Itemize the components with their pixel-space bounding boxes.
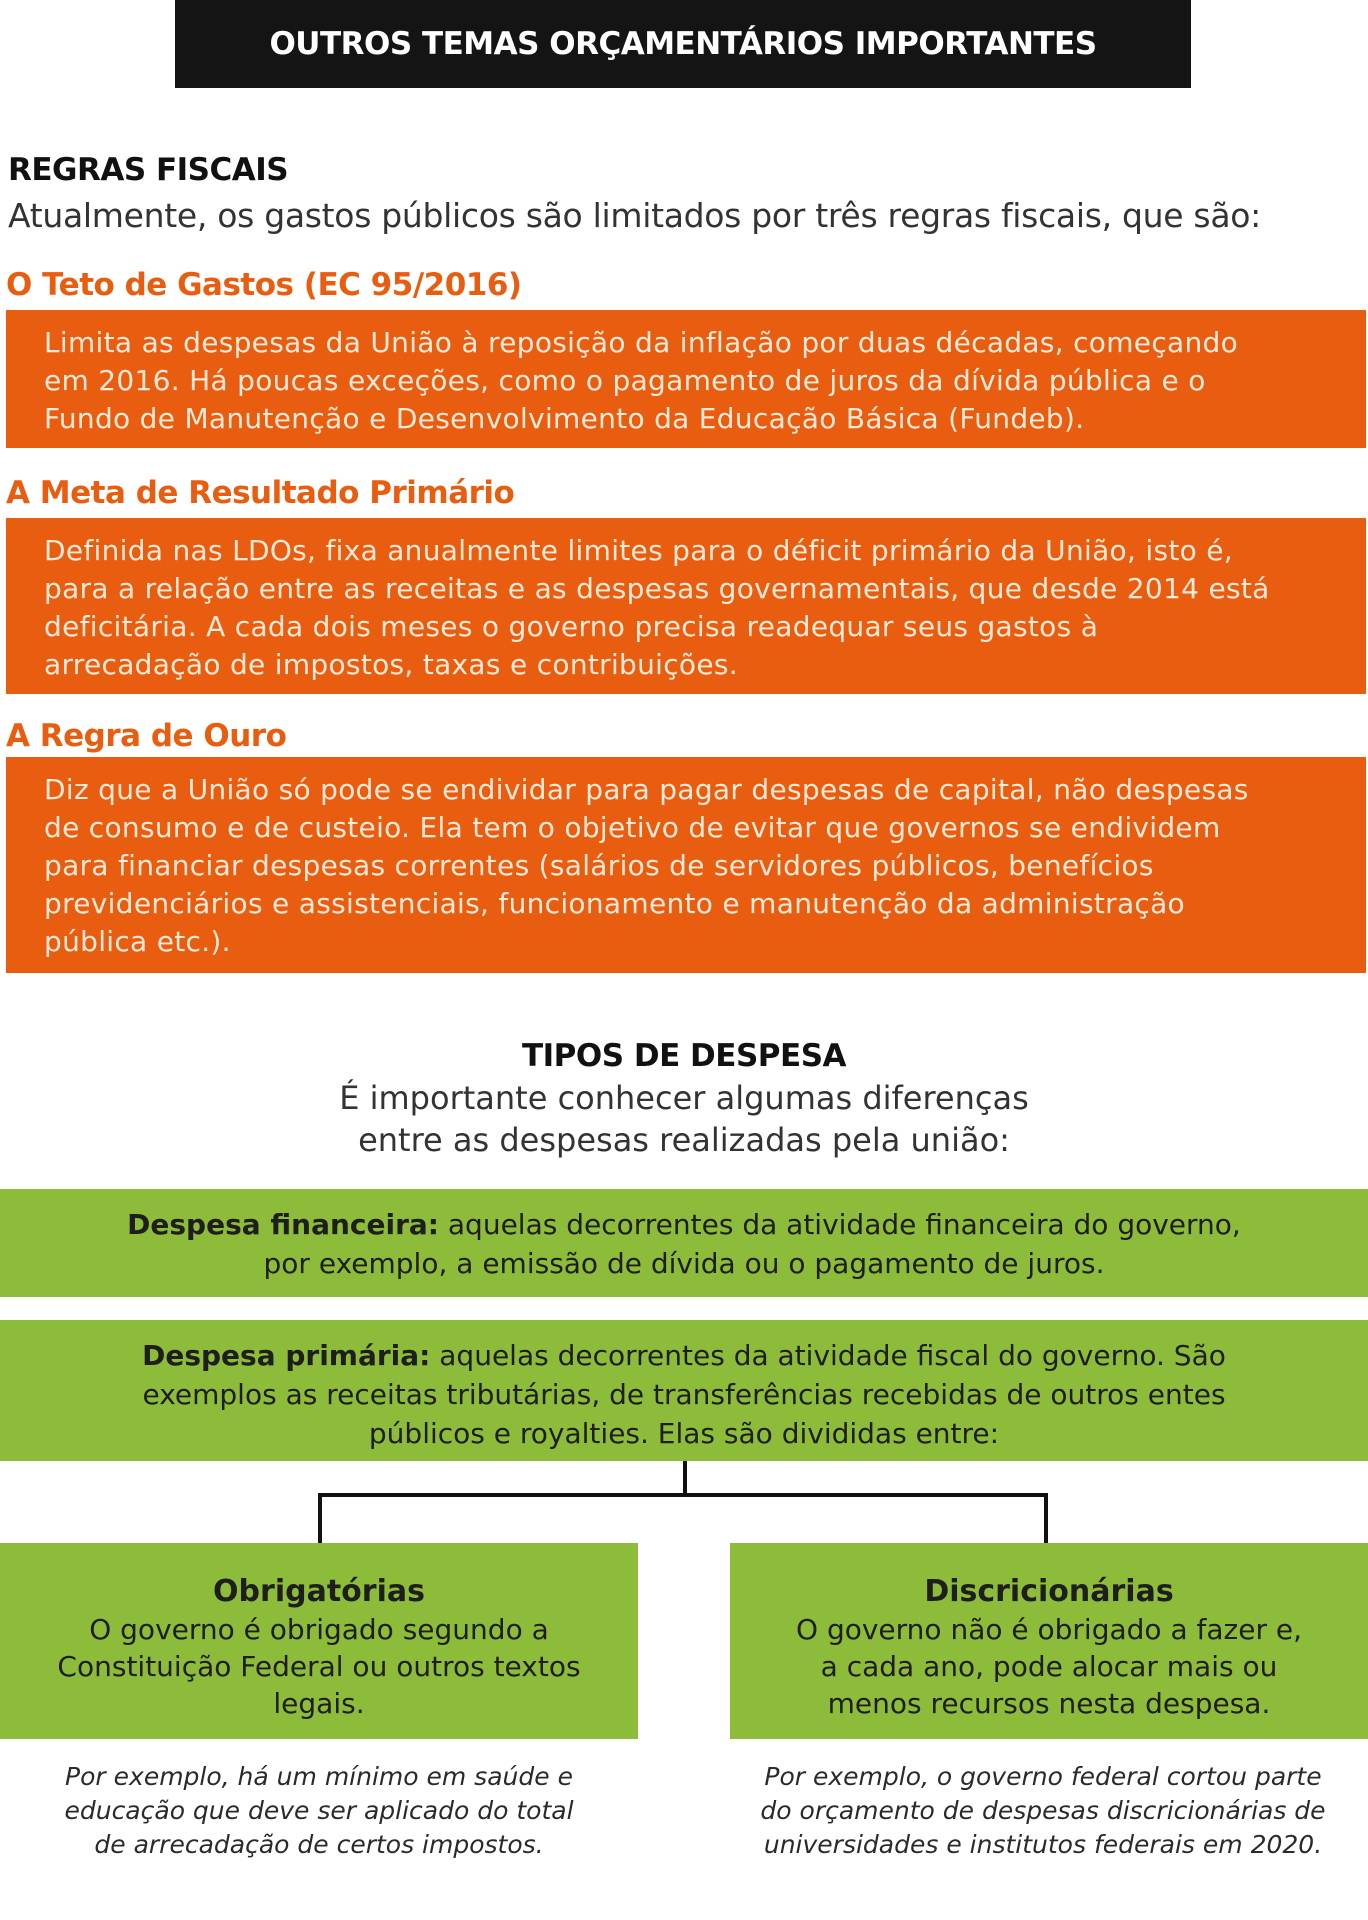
financial-expense-label: Despesa financeira:: [127, 1208, 439, 1241]
tree-connector-stem: [683, 1461, 687, 1495]
fiscal-rules-intro: Atualmente, os gastos públicos são limitados por três regras fiscais, que são:: [8, 196, 1261, 235]
rule-box-primary-target: [6, 518, 1366, 694]
rule-line: para financiar despesas correntes (salários de servidores públicos, benefícios: [44, 849, 1154, 882]
rule-line: de consumo e de custeio. Ela tem o objetivo de evitar que governos se endividem: [44, 811, 1221, 844]
rule-line: para a relação entre as receitas e as despesas governamentais, que desde 2014 está: [44, 572, 1270, 605]
tree-connector-left: [318, 1493, 322, 1543]
rule-title-primary-target: A Meta de Resultado Primário: [6, 475, 515, 511]
expense-types-intro-1: É importante conhecer algumas diferenças: [339, 1079, 1029, 1117]
primary-expense-text: aquelas decorrentes da atividade fiscal do governo. São: [430, 1339, 1226, 1372]
mandatory-example: Por exemplo, há um mínimo em saúde e educação que deve ser aplicado do total de arrecadação de certos impostos.: [64, 1762, 574, 1859]
rule-box-golden-rule: [6, 757, 1366, 973]
financial-expense-line-2: por exemplo, a emissão de dívida ou o pagamento de juros.: [263, 1247, 1105, 1280]
mandatory-body: O governo é obrigado segundo a Constituição Federal ou outros textos legais.: [57, 1613, 581, 1720]
rule-line: deficitária. A cada dois meses o governo precisa readequar seus gastos à: [44, 610, 1099, 643]
primary-expense-label: Despesa primária:: [142, 1339, 431, 1372]
page-banner: OUTROS TEMAS ORÇAMENTÁRIOS IMPORTANTES: [175, 0, 1191, 88]
discretionary-body: O governo não é obrigado a fazer e, a cada ano, pode alocar mais ou menos recursos nesta despesa.: [796, 1613, 1302, 1720]
primary-expense-box: [0, 1320, 1368, 1461]
mandatory-title: Obrigatórias: [213, 1574, 425, 1609]
rule-line: pública etc.).: [44, 925, 231, 958]
rule-line: em 2016. Há poucas exceções, como o pagamento de juros da dívida pública e o: [44, 364, 1206, 397]
discretionary-card: [730, 1543, 1368, 1739]
primary-expense-line-1: [40, 1336, 1328, 1375]
discretionary-example: Por exemplo, o governo federal cortou parte do orçamento de despesas discricionárias de universidades e institutos federais em 2020.: [760, 1762, 1326, 1859]
rule-title-spending-cap: O Teto de Gastos (EC 95/2016): [6, 267, 522, 303]
rule-box-spending-cap: [6, 310, 1366, 448]
rule-line: arrecadação de impostos, taxas e contribuições.: [44, 648, 738, 681]
rule-title-golden-rule: A Regra de Ouro: [6, 718, 287, 754]
tree-connector-right: [1044, 1493, 1048, 1543]
expense-types-intro-2: entre as despesas realizadas pela união:: [358, 1121, 1010, 1159]
expense-types-heading: TIPOS DE DESPESA: [521, 1038, 847, 1074]
fiscal-rules-heading: REGRAS FISCAIS: [8, 152, 289, 188]
rule-line: previdenciários e assistenciais, funcionamento e manutenção da administração: [44, 887, 1185, 920]
rule-line: Definida nas LDOs, fixa anualmente limites para o déficit primário da União, isto é,: [44, 534, 1233, 567]
tree-connector-bar: [318, 1493, 1048, 1497]
rule-line: Diz que a União só pode se endividar para pagar despesas de capital, não despesas: [44, 773, 1249, 806]
mandatory-card: [0, 1543, 638, 1739]
financial-expense-line-1: [40, 1205, 1328, 1244]
discretionary-title: Discricionárias: [924, 1574, 1174, 1609]
financial-expense-text: aquelas decorrentes da atividade financeira do governo,: [439, 1208, 1241, 1241]
primary-expense-line-2: exemplos as receitas tributárias, de transferências recebidas de outros entes: [142, 1378, 1226, 1411]
rule-line: Limita as despesas da União à reposição da inflação por duas décadas, começando: [44, 326, 1239, 359]
financial-expense-box: [0, 1189, 1368, 1297]
rule-line: Fundo de Manutenção e Desenvolvimento da Educação Básica (Fundeb).: [44, 402, 1085, 435]
primary-expense-line-3: públicos e royalties. Elas são divididas entre:: [368, 1417, 1000, 1450]
